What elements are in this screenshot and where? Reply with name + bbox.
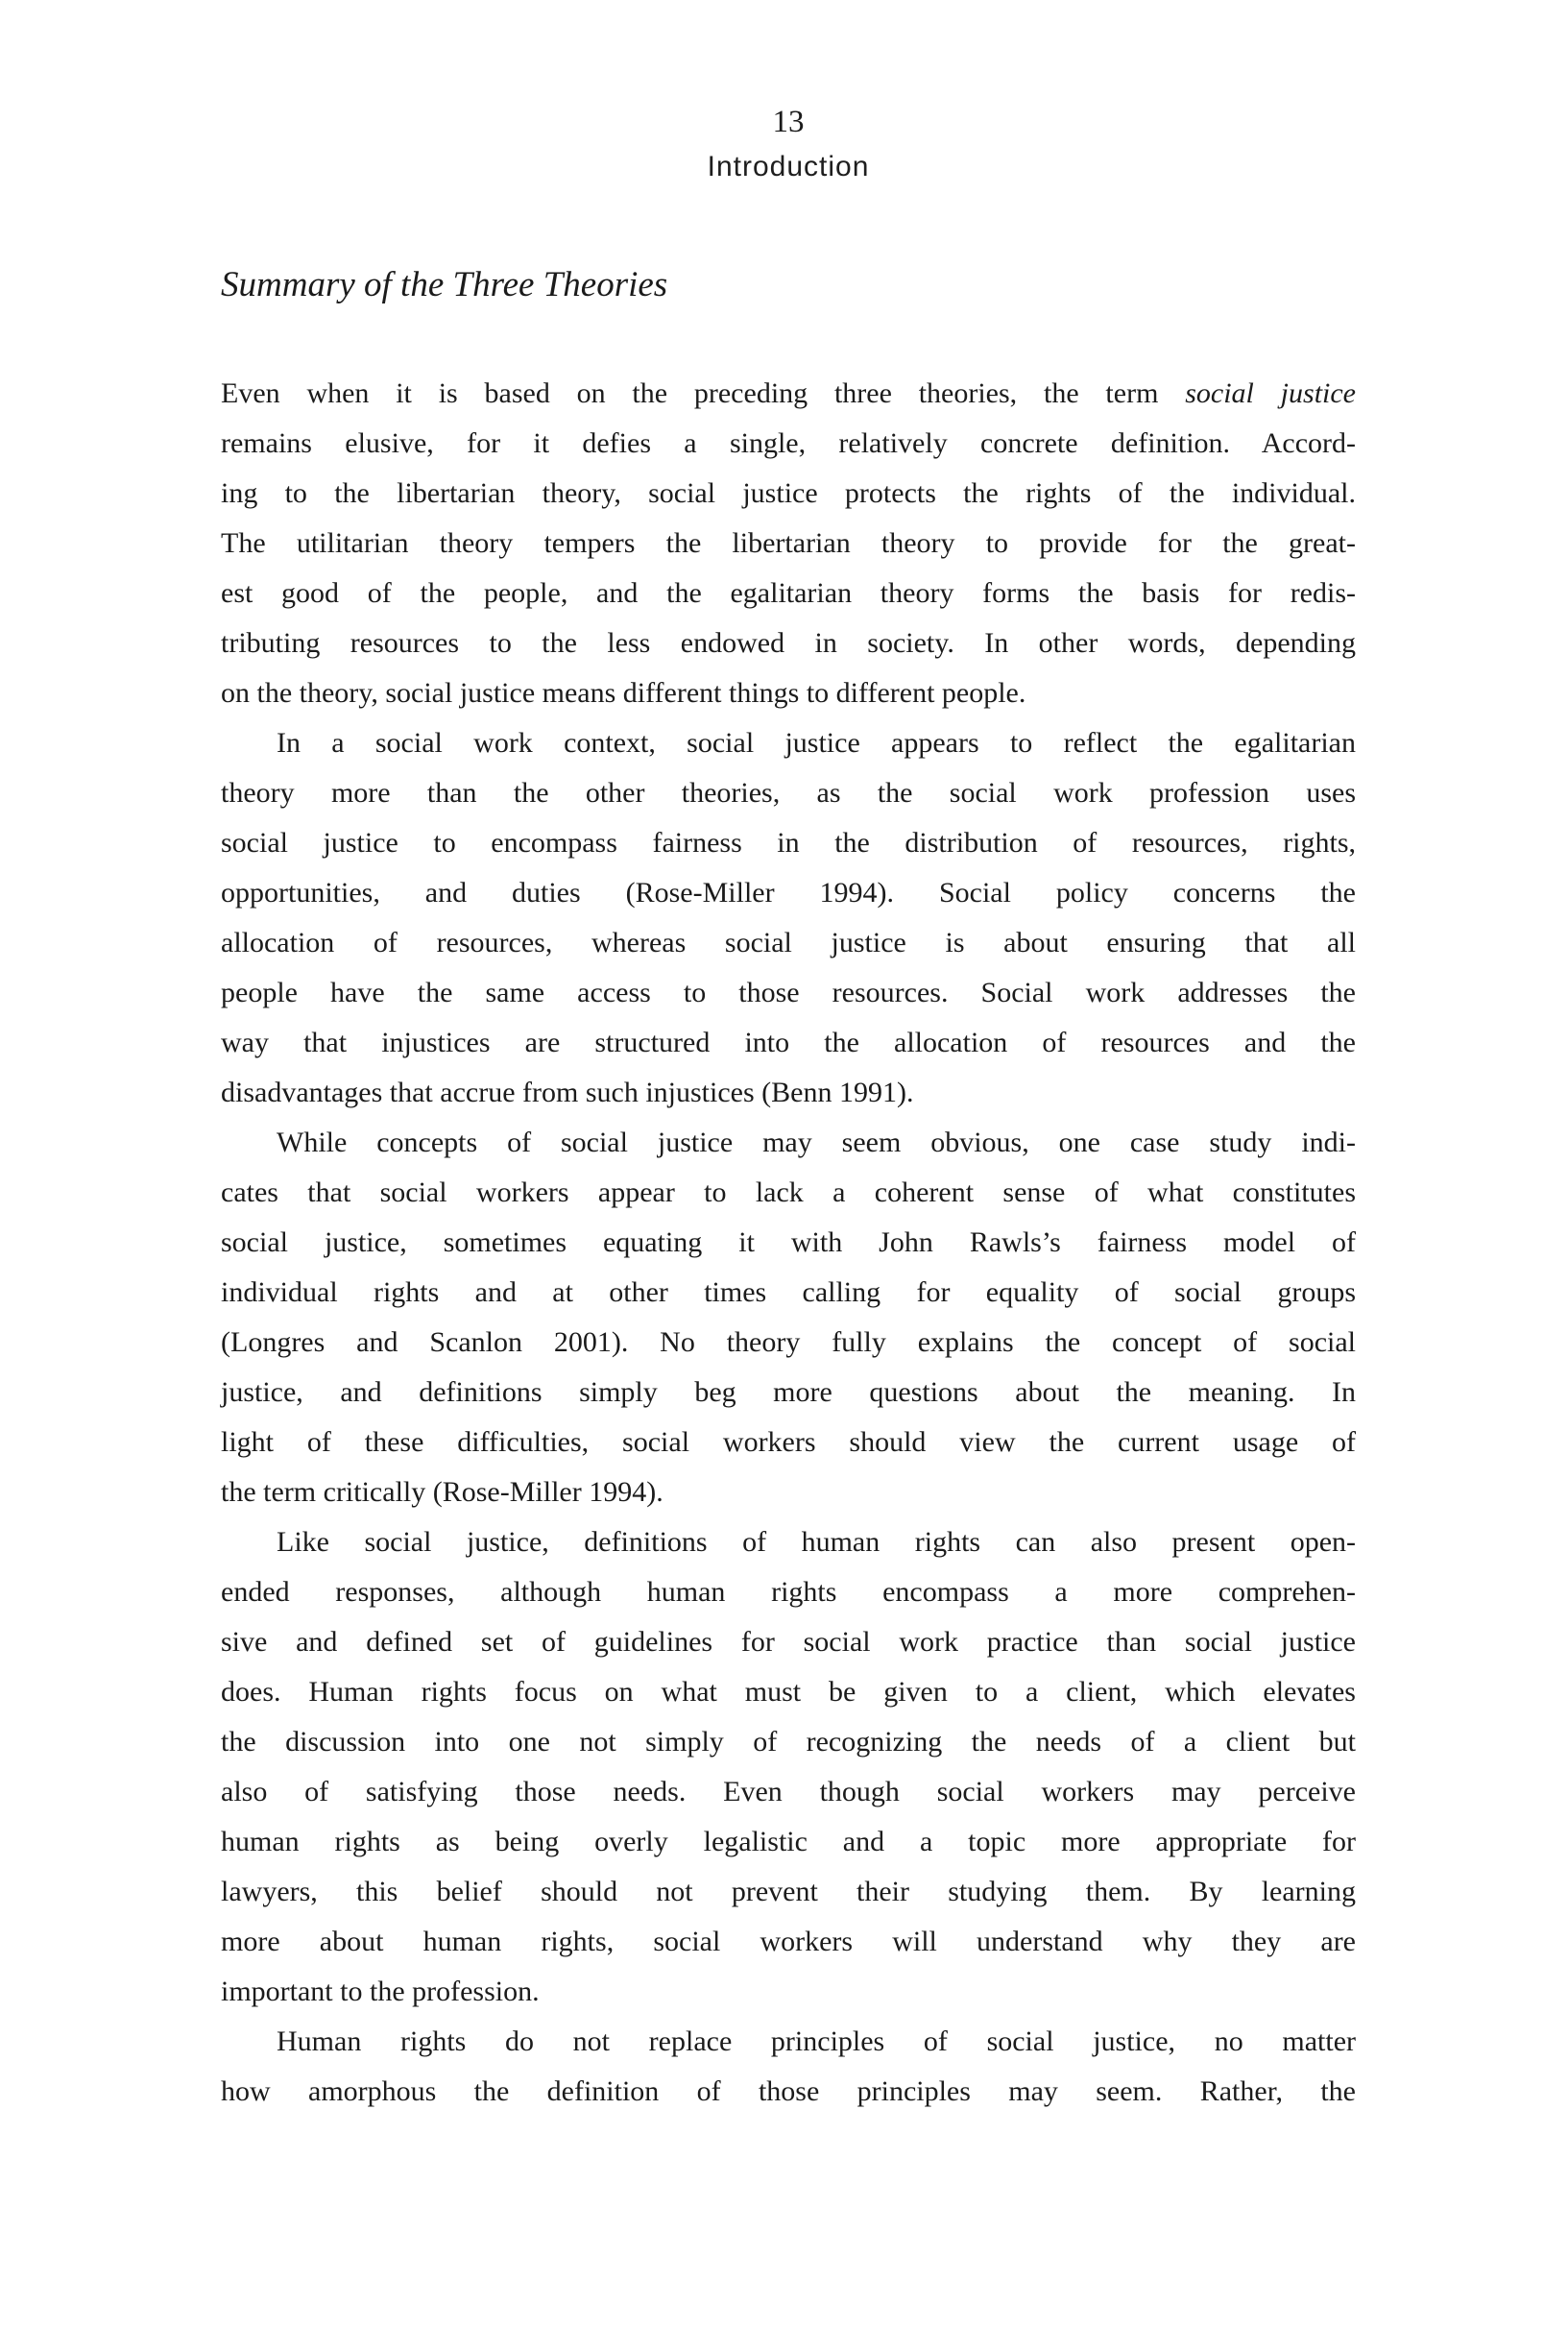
text-line (221, 718, 1356, 768)
text-line (221, 2067, 1356, 2117)
text-segment: Even when it is based on the preceding three theories, the term (221, 377, 1186, 409)
text-segment: Like social justice, definitions of human rights can also present open- (277, 1526, 1356, 1558)
running-head: Introduction (707, 151, 870, 182)
text-segment: theory more than the other theories, as the social work profession uses (221, 777, 1356, 809)
section-heading: Summary of the Three Theories (221, 265, 668, 304)
text-line (221, 1817, 1356, 1867)
paragraph (221, 1118, 1356, 1517)
text-line (221, 918, 1356, 968)
text-segment: disadvantages that accrue from such injustices (Benn 1991). (221, 1077, 914, 1108)
text-segment: The utilitarian theory tempers the libertarian theory to provide for the great- (221, 527, 1356, 559)
text-line (221, 1068, 1356, 1118)
text-segment: remains elusive, for it defies a single, relatively concrete definition. Accord- (221, 427, 1356, 459)
text-line (221, 2017, 1356, 2067)
text-segment: people have the same access to those resources. Social work addresses the (221, 977, 1356, 1008)
text-line (221, 469, 1356, 519)
text-segment: In a social work context, social justice appears to reflect the egalitarian (277, 727, 1356, 759)
text-segment: justice, and definitions simply beg more questions about the meaning. In (221, 1376, 1356, 1408)
text-segment: cates that social workers appear to lack a coherent sense of what constitutes (221, 1176, 1356, 1208)
text-segment: individual rights and at other times calling for equality of social groups (221, 1276, 1356, 1308)
text-line (221, 1867, 1356, 1917)
text-segment: ended responses, although human rights encompass a more comprehen- (221, 1576, 1356, 1608)
text-segment: opportunities, and duties (Rose-Miller 1994). Social policy concerns the (221, 877, 1356, 909)
text-line (221, 1467, 1356, 1517)
text-segment: While concepts of social justice may seem obvious, one case study indi- (277, 1127, 1356, 1158)
text-segment: lawyers, this belief should not prevent their studying them. By learning (221, 1876, 1356, 1907)
text-segment: est good of the people, and the egalitarian theory forms the basis for redis- (221, 577, 1356, 609)
text-line (221, 818, 1356, 868)
text-segment: ing to the libertarian theory, social justice protects the rights of the individual. (221, 477, 1356, 509)
paragraph (221, 718, 1356, 1118)
text-line (221, 1767, 1356, 1817)
text-line (221, 1517, 1356, 1567)
text-line (221, 1268, 1356, 1318)
text-line (221, 1667, 1356, 1717)
text-line (221, 1018, 1356, 1068)
text-line (221, 768, 1356, 818)
paragraph (221, 369, 1356, 718)
text-segment: sive and defined set of guidelines for social work practice than social justice (221, 1626, 1356, 1658)
text-line (221, 369, 1356, 419)
text-segment: tributing resources to the less endowed in society. In other words, depending (221, 627, 1356, 659)
text-segment: the discussion into one not simply of recognizing the needs of a client but (221, 1726, 1356, 1758)
text-line (221, 419, 1356, 469)
paragraph (221, 1517, 1356, 2017)
text-segment: important to the profession. (221, 1976, 540, 2007)
text-line (221, 668, 1356, 718)
text-line (221, 1967, 1356, 2017)
text-segment: social justice to encompass fairness in the distribution of resources, rights, (221, 827, 1356, 859)
text-segment: human rights as being overly legalistic and a topic more appropriate for (221, 1826, 1356, 1857)
text-line (221, 1318, 1356, 1368)
italic-term: social justice (1185, 377, 1356, 409)
text-segment: social justice, sometimes equating it with John Rawls’s fairness model of (221, 1226, 1356, 1258)
text-line (221, 1168, 1356, 1218)
text-line (221, 1118, 1356, 1168)
book-page (221, 0, 1356, 2117)
paragraph (221, 2017, 1356, 2117)
text-segment: does. Human rights focus on what must be given to a client, which elevates (221, 1676, 1356, 1708)
text-segment: light of these difficulties, social workers should view the current usage of (221, 1426, 1356, 1458)
text-line (221, 1917, 1356, 1967)
text-line (221, 519, 1356, 569)
text-line (221, 1418, 1356, 1467)
text-line (221, 1368, 1356, 1418)
page-number: 13 (772, 105, 805, 139)
text-line (221, 1567, 1356, 1617)
text-segment: (Longres and Scanlon 2001). No theory fully explains the concept of social (221, 1326, 1356, 1358)
text-line (221, 868, 1356, 918)
text-segment: how amorphous the definition of those principles may seem. Rather, the (221, 2075, 1356, 2107)
text-line (221, 1617, 1356, 1667)
text-segment: on the theory, social justice means different things to different people. (221, 677, 1026, 709)
text-line (221, 968, 1356, 1018)
text-segment: also of satisfying those needs. Even though social workers may perceive (221, 1776, 1356, 1807)
text-segment: more about human rights, social workers will understand why they are (221, 1926, 1356, 1957)
text-line (221, 569, 1356, 618)
text-segment: Human rights do not replace principles of social justice, no matter (277, 2025, 1356, 2057)
text-segment: allocation of resources, whereas social justice is about ensuring that all (221, 927, 1356, 958)
body-text (221, 369, 1356, 2117)
text-line (221, 1717, 1356, 1767)
text-line (221, 618, 1356, 668)
text-line (221, 1218, 1356, 1268)
text-segment: the term critically (Rose-Miller 1994). (221, 1476, 663, 1508)
text-segment: way that injustices are structured into the allocation of resources and the (221, 1027, 1356, 1058)
